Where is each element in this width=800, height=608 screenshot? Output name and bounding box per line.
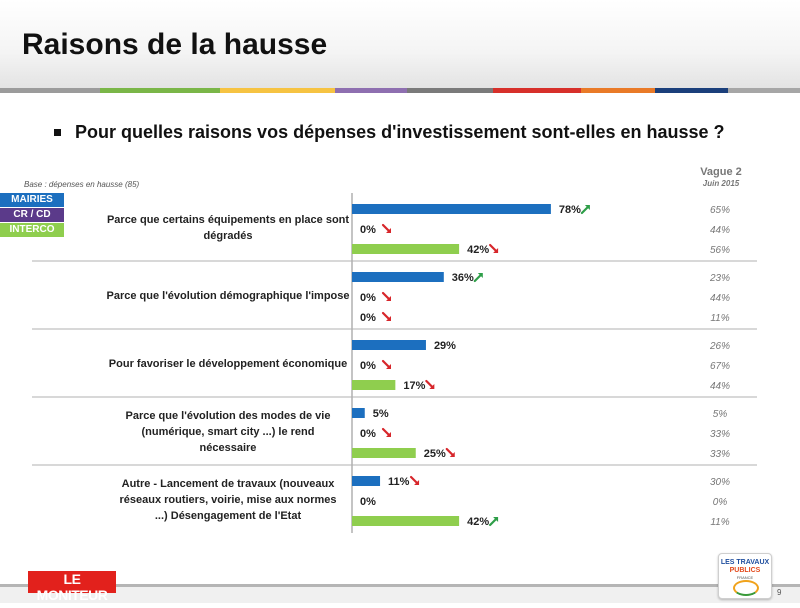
- page-title: Raisons de la hausse: [22, 28, 328, 61]
- bar-interco: [352, 516, 459, 526]
- data-label: 11%: [388, 476, 410, 488]
- bar-interco: [352, 244, 459, 254]
- wave2-value: 23%: [709, 273, 731, 284]
- data-label: 0%: [360, 428, 376, 440]
- travaux-publics-logo-line3: FRANCE: [736, 575, 754, 580]
- trend-down-icon: [383, 293, 389, 299]
- comparison-subtitle: Juin 2015: [702, 179, 740, 188]
- travaux-publics-logo: [718, 553, 772, 599]
- category-label-line: ...) Désengagement de l'Etat: [154, 510, 302, 522]
- page-number: 9: [777, 588, 782, 597]
- trend-up-icon: [490, 519, 496, 525]
- trend-up-icon: [475, 275, 481, 281]
- category-label: [119, 478, 336, 522]
- travaux-publics-logo-ring: [733, 580, 759, 596]
- category-label: [107, 214, 349, 242]
- le-moniteur-logo: [28, 571, 116, 608]
- question-text: Pour quelles raisons vos dépenses d'investissement sont-elles en hausse ?: [75, 122, 725, 142]
- data-label: 17%: [403, 380, 426, 392]
- footer-band: [0, 587, 800, 603]
- comparison-title: Vague 2: [700, 166, 742, 178]
- category-label-line: Parce que l'évolution démographique l'impose: [106, 290, 350, 302]
- category-label-line: dégradés: [203, 230, 253, 242]
- legend-item-cr-cd: CR / CD: [0, 208, 64, 222]
- wave2-value: 30%: [709, 477, 731, 488]
- category-label: [126, 410, 331, 454]
- trend-down-icon: [447, 449, 453, 455]
- wave2-value: 65%: [709, 205, 731, 216]
- wave2-value: 44%: [709, 225, 731, 236]
- wave2-value: 33%: [709, 449, 731, 460]
- category-label-line: réseaux routiers, voirie, mise aux normes: [119, 494, 337, 506]
- wave2-value: 44%: [709, 293, 731, 304]
- category-label-line: Pour favoriser le développement économique: [108, 358, 348, 370]
- trend-down-icon: [411, 477, 417, 483]
- data-label: 0%: [360, 496, 376, 508]
- data-label: 29%: [433, 340, 456, 352]
- category-label-line: Parce que certains équipements en place sont: [106, 214, 350, 226]
- data-label: 36%: [451, 272, 474, 284]
- base-note: Base : dépenses en hausse (85): [24, 180, 140, 189]
- travaux-publics-logo-line2: PUBLICS: [729, 567, 761, 574]
- wave2-value: 11%: [710, 517, 730, 528]
- data-label: 5%: [372, 408, 389, 420]
- data-label: 78%: [558, 204, 581, 216]
- wave2-value: 44%: [709, 381, 731, 392]
- wave2-value: 11%: [710, 313, 730, 324]
- category-label-line: nécessaire: [199, 442, 257, 454]
- data-label: 42%: [467, 244, 490, 256]
- bar-mairies: [352, 204, 551, 214]
- bar-mairies: [352, 340, 426, 350]
- category-label: [107, 290, 350, 302]
- wave2-value: 26%: [709, 341, 731, 352]
- data-label: 0%: [360, 224, 376, 236]
- le-moniteur-logo-text: LE MONITEUR: [36, 571, 108, 603]
- le-moniteur-logo-tagline: DES TRAVAUX PUBLICS ET DU BÂTIMENT: [31, 603, 113, 608]
- legend-item-mairies: MAIRIES: [0, 193, 64, 207]
- travaux-publics-logo-line1: LES TRAVAUX: [720, 559, 770, 566]
- trend-up-icon: [582, 207, 588, 213]
- bar-mairies: [352, 272, 444, 282]
- category-label-line: Parce que l'évolution des modes de vie: [125, 410, 331, 422]
- data-label: 0%: [360, 292, 376, 304]
- category-label: [109, 358, 347, 370]
- trend-down-icon: [383, 313, 389, 319]
- category-label-line: (numérique, smart city ...) le rend: [141, 426, 315, 438]
- wave2-value: 0%: [712, 497, 728, 508]
- wave2-value: 33%: [709, 429, 731, 440]
- data-label: 42%: [467, 516, 490, 528]
- bar-mairies: [352, 476, 380, 486]
- legend-item-interco: INTERCO: [0, 223, 64, 237]
- trend-down-icon: [383, 361, 389, 367]
- data-label: 0%: [360, 312, 376, 324]
- trend-down-icon: [383, 225, 389, 231]
- trend-down-icon: [490, 245, 496, 251]
- bar-interco: [352, 380, 395, 390]
- wave2-value: 67%: [709, 361, 731, 372]
- wave2-value: 5%: [712, 409, 728, 420]
- trend-down-icon: [383, 429, 389, 435]
- category-label-line: Autre - Lancement de travaux (nouveaux: [121, 478, 335, 490]
- data-label: 25%: [423, 448, 446, 460]
- bar-mairies: [352, 408, 365, 418]
- data-label: 0%: [360, 360, 376, 372]
- wave2-value: 56%: [709, 245, 731, 256]
- bar-interco: [352, 448, 416, 458]
- trend-down-icon: [426, 381, 432, 387]
